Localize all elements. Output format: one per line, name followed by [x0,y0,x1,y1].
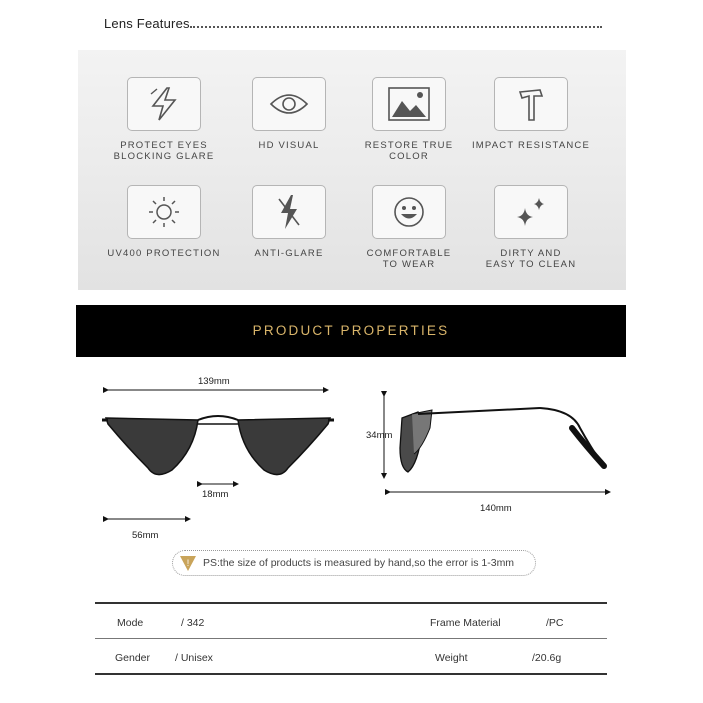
lens-features-title: Lens Features [104,16,190,31]
total-width-label: 139mm [198,376,230,387]
feature-comfortable [349,185,469,270]
properties-table [95,602,607,675]
feature-label: RESTORE TRUE COLOR [364,140,454,162]
property-label: Frame Material [430,617,501,629]
table-bottom-rule [95,673,607,675]
feature-label: DIRTY AND EASY TO CLEAN [485,248,577,270]
feature-label: COMFORTABLE TO WEAR [366,248,452,270]
sparkle-icon [494,185,568,239]
product-properties-banner [76,305,626,357]
feature-label: HD VISUAL [258,140,320,151]
property-label: Gender [115,652,151,664]
property-value: /20.6g [532,652,562,664]
feature-uv400 [104,185,224,259]
warning-icon [179,554,197,572]
lens-height-label: 34mm [366,430,393,441]
lightning-bolt-icon [127,77,201,131]
feature-hd-visual [229,77,349,151]
banner-title: PRODUCT PROPERTIES [252,323,450,338]
lens-features-panel [78,50,626,290]
lens-width-label: 56mm [132,530,159,541]
blocked-lightning-icon [252,185,326,239]
property-value: / 342 [181,617,205,629]
glasses-side-view [372,388,622,508]
property-value: / Unisex [175,652,213,664]
property-label: Weight [435,652,468,664]
feature-label: ANTI-GLARE [254,248,324,259]
feature-impact [471,77,591,151]
bridge-width-label: 18mm [202,489,229,500]
table-row [95,604,607,638]
eye-icon [252,77,326,131]
property-value: /PC [546,617,564,629]
svg-text:!: ! [186,558,190,568]
feature-protect-eyes [104,77,224,162]
measurement-note [172,550,536,576]
feature-anti-glare [229,185,349,259]
glasses-front-view [98,372,338,532]
smiley-face-icon [372,185,446,239]
table-row [95,639,607,673]
feature-label: PROTECT EYES BLOCKING GLARE [113,140,215,162]
property-label: Mode [117,617,144,629]
feature-label: UV400 PROTECTION [107,248,221,259]
hammer-icon [494,77,568,131]
feature-label: IMPACT RESISTANCE [471,140,591,151]
dotted-divider [190,26,602,28]
feature-true-color [349,77,469,162]
temple-length-label: 140mm [480,503,512,514]
sun-icon [127,185,201,239]
note-text: PS:the size of products is measured by hand,so the error is 1-3mm [203,557,515,569]
landscape-picture-icon [372,77,446,131]
feature-easy-clean [471,185,591,270]
